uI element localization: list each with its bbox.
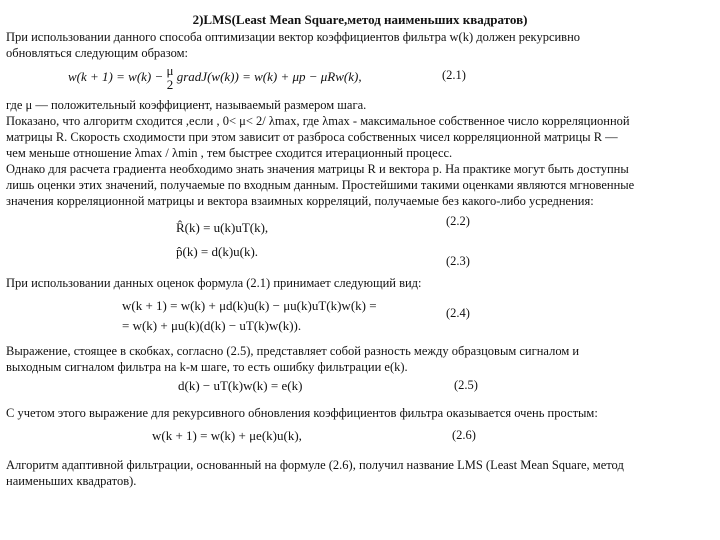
paragraph-line: Алгоритм адаптивной фильтрации, основанный на формуле (2.6), получил название LMS (Least Mean Square, метод (6, 458, 624, 472)
eq-2-1-numerator: μ (166, 63, 174, 78)
paragraph-line: С учетом этого выражение для рекурсивного обновления коэффициентов фильтра оказывается очень простым: (6, 406, 598, 420)
eq-2-1-denominator: 2 (166, 77, 174, 92)
paragraph-line: чем меньше отношение λmax / λmin , тем быстрее сходится итерационный процесс. (6, 146, 453, 160)
eq-2-1-rhs: gradJ(w(k)) = w(k) + μp − μRw(k), (176, 68, 362, 84)
equation-number-2-3: (2.3) (446, 254, 470, 268)
equation-2-1 (68, 64, 362, 92)
eq-2-1-fraction (167, 64, 174, 92)
paragraph-line: где μ — положительный коэффициент, называемый размером шага. (6, 98, 367, 112)
equation-2-6: w(k + 1) = w(k) + μe(k)u(k), (152, 428, 302, 443)
equation-number-2-5: (2.5) (454, 378, 478, 392)
equation-2-5: d(k) − uT(k)w(k) = e(k) (178, 378, 303, 393)
equation-number-2-2: (2.2) (446, 214, 470, 228)
paragraph-line: лишь оценки этих значений, получаемые по входным данным. Простейшими такими оценками являются мгновенные (6, 178, 635, 192)
equation-number-2-1: (2.1) (442, 68, 466, 82)
paragraph-line: Однако для расчета градиента необходимо знать значения матрицы R и вектора p. На практике могут быть доступны (6, 162, 629, 176)
equation-2-4-line-1: w(k + 1) = w(k) + μd(k)u(k) − μu(k)uT(k)w(k) = (122, 298, 377, 313)
paragraph-line: выходным сигналом фильтра на k-м шаге, то есть ошибку фильтрации e(k). (6, 360, 408, 374)
paragraph-line: Выражение, стоящее в скобках, согласно (2.5), представляет собой разность между образцовым сигналом и (6, 344, 580, 358)
paragraph-line: наименьших квадратов). (6, 474, 137, 488)
paragraph-line: При использовании данных оценок формула (2.1) принимает следующий вид: (6, 276, 422, 290)
eq-2-1-lhs: w(k + 1) = w(k) − (68, 68, 164, 84)
equation-2-2: R̂(k) = u(k)uT(k), (176, 220, 269, 235)
page-title: 2)LMS(Least Mean Square,метод наименьших квадратов) (192, 12, 528, 27)
paragraph-line: обновляться следующим образом: (6, 46, 188, 60)
paragraph-line: Показано, что алгоритм сходится ,если , 0< μ< 2/ λmax, где λmax - максимальное собственное число корреляционной (6, 114, 630, 128)
equation-number-2-4: (2.4) (446, 306, 470, 320)
paragraph-line: При использовании данного способа оптимизации вектор коэффициентов фильтра w(k) должен рекурсивно (6, 30, 581, 44)
equation-number-2-6: (2.6) (452, 428, 476, 442)
paragraph-line: матрицы R. Скорость сходимости при этом зависит от разброса собственных чисел корреляционной матрицы R — (6, 130, 618, 144)
paragraph-line: значения корреляционной матрицы и вектора взаимных корреляций, получаемые без какого-либо усреднения: (6, 194, 594, 208)
equation-2-4-line-2: = w(k) + μu(k)(d(k) − uT(k)w(k)). (122, 318, 302, 333)
equation-2-3: p̂(k) = d(k)u(k). (176, 244, 259, 259)
